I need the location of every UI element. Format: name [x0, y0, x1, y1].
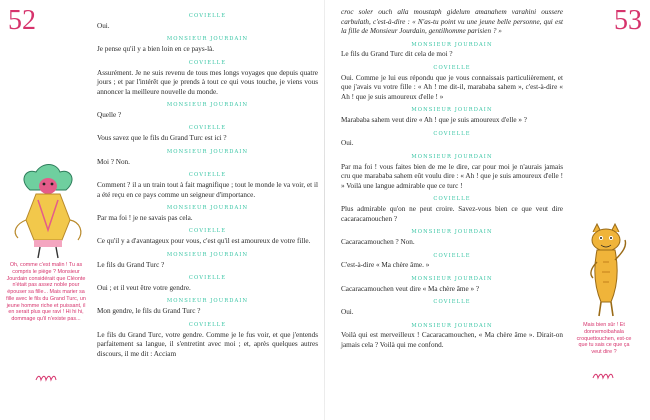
speaker-label: MONSIEUR JOURDAIN: [166, 36, 249, 43]
side-note-right: Mais bien sûr ! Et donnemoibahala croquettouchen, est-ce que tu sais ce que ça veut dire ?: [576, 322, 632, 355]
speaker-label: MONSIEUR JOURDAIN: [411, 153, 493, 160]
page-number-left: 52: [8, 5, 36, 36]
dialogue-line: Cacaracamouchen veut dire « Ma chère âme » ?: [341, 284, 480, 293]
speaker-label: MONSIEUR JOURDAIN: [166, 102, 249, 109]
dialogue-line: Oui.: [341, 139, 354, 148]
speaker-label: MONSIEUR JOURDAIN: [411, 107, 493, 114]
speaker-label: COVIELLE: [188, 275, 227, 282]
dialogue-line: Par ma foi ! vous faites bien de me le dire, car pour moi je n'aurais jamais cru que marababa sahem eût voulu dire : « Ah ! que je suis amoureux d'elle ! » Voilà une langue admirable que ce turc !: [341, 162, 563, 190]
dialogue-line: Oui.: [341, 308, 354, 317]
dialogue-line: Le fils du Grand Turc, votre gendre. Comme je le fus voir, et que j'entends parfaitement sa langue, il s'entretint avec moi ; et, après quelques autres discours, il me dit : Acciam: [97, 330, 318, 358]
dialogue-line: Marababa sahem veut dire « Ah ! que je suis amoureux d'elle » ?: [341, 116, 527, 125]
dialogue-line: Ce qu'il y a d'avantageux pour vous, c'est qu'il est amoureux de votre fille.: [97, 237, 311, 246]
speaker-label: COVIELLE: [433, 252, 471, 259]
side-note-left: Oh, comme c'est malin ! Tu as compris le piège ? Monsieur Jourdain considérait que Cléonte n'était pas assez noble pour épouser sa fille... Mais marier sa fille avec le fils du Grand Turc, un jeune homme riche et puissant, il en serait plus que ravi ! Hi hi hi, dommage qu'il n'existe pas...: [6, 262, 86, 322]
dialogue-line: Vous savez que le fils du Grand Turc est ici ?: [97, 134, 227, 143]
dialogue-column-left: [97, 8, 318, 364]
speaker-label: COVIELLE: [433, 299, 471, 306]
dialogue-line: Oui ; et il veut être votre gendre.: [97, 283, 191, 292]
dialogue-line: Assurément. Je ne suis revenu de tous mes longs voyages que depuis quatre jours ; et par l'intérêt que je prends à tout ce qui vous touche, je viens vous annoncer la meilleure nouvelle du monde.: [97, 68, 318, 96]
dialogue-line: Comment ? il a un train tout à fait magnifique ; tout le monde le va voir, et il a été reçu en ce pays comme un seigneur d'importance.: [97, 181, 318, 199]
dialogue-line: Quelle ?: [97, 110, 122, 119]
dialogue-line: Oui.: [97, 21, 110, 30]
flourish-icon: [591, 372, 615, 380]
dialogue-line: Cacaracamouchen ? Non.: [341, 238, 415, 247]
speaker-label: COVIELLE: [433, 130, 471, 137]
page-number-right: 53: [614, 5, 642, 36]
dialogue-line: Oui. Comme je lui eus répondu que je vous connaissais particulièrement, et que j'avais vu votre fille : « Ah ! me dit-il, marababa sahem », c'est-à-dire « Ah ! que je suis amoureux d'elle ! »: [341, 73, 563, 101]
right-page: [325, 0, 650, 420]
dialogue-line: Par ma foi ! je ne savais pas cela.: [97, 213, 193, 222]
speaker-label: COVIELLE: [188, 59, 227, 66]
speaker-label: MONSIEUR JOURDAIN: [411, 275, 493, 282]
speaker-label: COVIELLE: [188, 13, 227, 19]
dialogue-line: Plus admirable qu'on ne peut croire. Savez-vous bien ce que veut dire cacaracamouchen ?: [341, 205, 563, 223]
dialogue-line: Mon gendre, le fils du Grand Turc ?: [97, 307, 201, 316]
speaker-label: MONSIEUR JOURDAIN: [166, 251, 249, 258]
speaker-label: MONSIEUR JOURDAIN: [411, 322, 493, 329]
speaker-label: COVIELLE: [433, 64, 471, 71]
dialogue-line: Voilà qui est merveilleux ! Cacaracamouchen, « Ma chère âme ». Dirait-on jamais cela ? Voilà qui me confond.: [341, 331, 563, 349]
speaker-label: COVIELLE: [188, 321, 227, 328]
dialogue-line: Le fils du Grand Turc dit cela de moi ?: [341, 50, 453, 59]
speaker-label: COVIELLE: [188, 228, 227, 235]
dialogue-column-right: [341, 8, 563, 355]
dialogue-line: C'est-à-dire « Ma chère âme. »: [341, 261, 430, 270]
speaker-label: COVIELLE: [188, 172, 227, 179]
speaker-label: MONSIEUR JOURDAIN: [166, 148, 249, 155]
cat-illustration: [581, 222, 631, 318]
dialogue-line: Moi ? Non.: [97, 157, 130, 166]
speaker-label: MONSIEUR JOURDAIN: [166, 298, 249, 305]
dialogue-line: Le fils du Grand Turc ?: [97, 260, 165, 269]
jourdain-illustration: [8, 160, 88, 260]
speaker-label: COVIELLE: [188, 125, 227, 132]
speaker-label: MONSIEUR JOURDAIN: [411, 41, 493, 48]
flourish-icon: [34, 374, 58, 382]
dialogue-line: Je pense qu'il y a bien loin en ce pays-là.: [97, 45, 215, 54]
speaker-label: COVIELLE: [433, 196, 471, 203]
dialogue-line: croc soler ouch alla moustaph gidelum amanahem varahini oussere carbulath, c'est-à-dire : « N'as-tu point vu une jeune belle personne, qui est la fille de Monsieur Jourdain, gentilhomme parisien ? »: [341, 8, 563, 35]
speaker-label: MONSIEUR JOURDAIN: [166, 205, 249, 212]
speaker-label: MONSIEUR JOURDAIN: [411, 229, 493, 236]
